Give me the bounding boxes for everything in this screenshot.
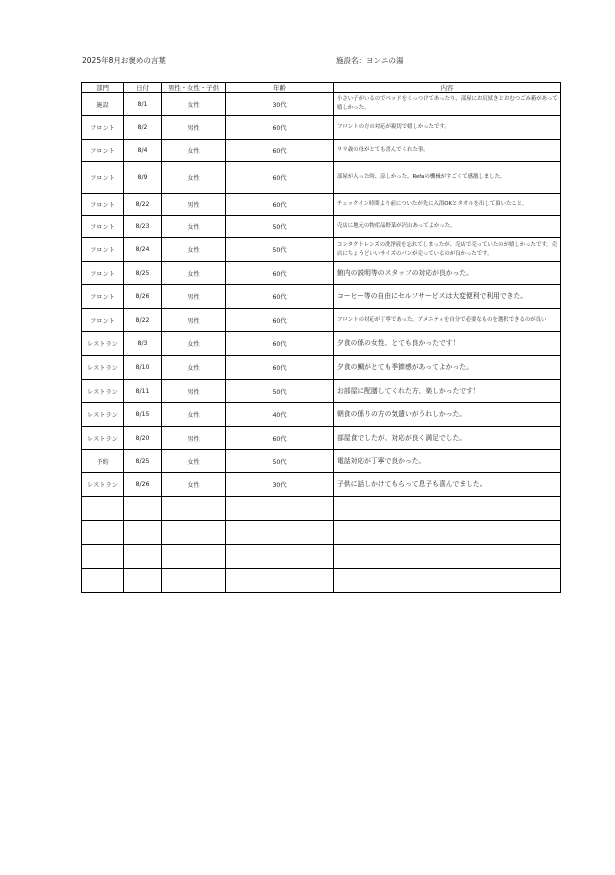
gender-cell: 女性 xyxy=(162,473,226,497)
table-row xyxy=(82,262,561,285)
compliments-table xyxy=(81,82,561,593)
department-cell: レストラン xyxy=(82,427,124,450)
content-cell: コーヒー等の自由にセルフサービスは大変便利で利用できた。 xyxy=(334,285,561,309)
content-cell: フロントの方の対応が親切で嬉しかったです。 xyxy=(334,116,561,140)
department-cell: フロント xyxy=(82,140,124,162)
gender-cell: 男性 xyxy=(162,427,226,450)
department-cell: フロント xyxy=(82,194,124,216)
department-cell: フロント xyxy=(82,262,124,285)
date-cell: 8/4 xyxy=(124,140,162,162)
empty-table-row xyxy=(82,497,561,521)
age-cell: 50代 xyxy=(226,216,334,238)
date-cell: 8/23 xyxy=(124,216,162,238)
age-cell: 60代 xyxy=(226,285,334,309)
table-row xyxy=(82,356,561,380)
empty-cell xyxy=(226,521,334,545)
table-row xyxy=(82,216,561,238)
department-cell: レストラン xyxy=(82,380,124,403)
department-cell: フロント xyxy=(82,216,124,238)
gender-cell: 女性 xyxy=(162,216,226,238)
age-cell: 60代 xyxy=(226,162,334,194)
age-cell: 60代 xyxy=(226,116,334,140)
table-row xyxy=(82,140,561,162)
content-cell: お部屋に配膳してくれた方、楽しかったです！ xyxy=(334,380,561,403)
gender-cell: 女性 xyxy=(162,140,226,162)
gender-cell: 女性 xyxy=(162,238,226,262)
table-row xyxy=(82,427,561,450)
content-cell: 館内の説明等のスタッフの対応が良かった。 xyxy=(334,262,561,285)
gender-cell: 女性 xyxy=(162,450,226,473)
gender-cell: 男性 xyxy=(162,194,226,216)
gender-cell: 女性 xyxy=(162,93,226,116)
empty-cell xyxy=(226,545,334,569)
content-cell: 子供に話しかけてもらって息子も喜んでました。 xyxy=(334,473,561,497)
table-body xyxy=(82,93,561,593)
age-cell: 60代 xyxy=(226,356,334,380)
content-cell: フロントの対応が丁寧であった。アメニティを自分で必要なものを選択できるのが良い xyxy=(334,309,561,332)
document-title: 2025年8月お褒めの言葉 xyxy=(82,56,166,65)
empty-cell xyxy=(334,497,561,521)
date-cell: 8/2 xyxy=(124,116,162,140)
age-cell: 30代 xyxy=(226,93,334,116)
age-cell: 60代 xyxy=(226,427,334,450)
content-cell: 夕食の鯛がとても季節感があってよかった。 xyxy=(334,356,561,380)
date-cell: 8/20 xyxy=(124,427,162,450)
content-cell: 電話対応が丁寧で良かった。 xyxy=(334,450,561,473)
date-cell: 8/15 xyxy=(124,403,162,427)
date-cell: 8/25 xyxy=(124,262,162,285)
empty-cell xyxy=(226,569,334,593)
department-cell: フロント xyxy=(82,285,124,309)
facility-name: 施設名：ヨンニの湯 xyxy=(336,56,404,65)
content-cell: 部屋食でしたが、対応が良く満足でした。 xyxy=(334,427,561,450)
empty-cell xyxy=(124,497,162,521)
empty-cell xyxy=(82,497,124,521)
table-row xyxy=(82,162,561,194)
column-header-gender: 男性・女性・子供 xyxy=(162,83,226,93)
table-row xyxy=(82,309,561,332)
column-header-date: 日付 xyxy=(124,83,162,93)
age-cell: 50代 xyxy=(226,380,334,403)
table-row xyxy=(82,380,561,403)
department-cell: フロント xyxy=(82,162,124,194)
content-cell: 部屋が入った時、涼しかった。Refaの機械がすごくて感激しました。 xyxy=(334,162,561,194)
date-cell: 8/22 xyxy=(124,194,162,216)
empty-cell xyxy=(334,569,561,593)
department-cell: レストラン xyxy=(82,332,124,356)
gender-cell: 女性 xyxy=(162,162,226,194)
table-row xyxy=(82,238,561,262)
empty-cell xyxy=(124,545,162,569)
gender-cell: 男性 xyxy=(162,285,226,309)
content-cell: 小さい子がいるのでベッドをくっつけてあったり、部屋にお尻拭きとおむつごみ箱があって嬉しかった。 xyxy=(334,93,561,116)
empty-cell xyxy=(162,521,226,545)
content-cell: ９９歳の母がとても喜んでくれた事。 xyxy=(334,140,561,162)
content-cell: 朝食の係りの方の気遣いがうれしかった。 xyxy=(334,403,561,427)
content-cell: 売店に地元の物産品野菜が沢山あってよかった。 xyxy=(334,216,561,238)
column-header-age: 年齢 xyxy=(226,83,334,93)
department-cell: 予約 xyxy=(82,450,124,473)
empty-cell xyxy=(162,497,226,521)
age-cell: 60代 xyxy=(226,309,334,332)
gender-cell: 女性 xyxy=(162,403,226,427)
column-header-content: 内容 xyxy=(334,83,561,93)
date-cell: 8/25 xyxy=(124,450,162,473)
date-cell: 8/9 xyxy=(124,162,162,194)
empty-cell xyxy=(162,569,226,593)
age-cell: 50代 xyxy=(226,450,334,473)
table-row xyxy=(82,285,561,309)
empty-cell xyxy=(226,497,334,521)
date-cell: 8/1 xyxy=(124,93,162,116)
empty-cell xyxy=(124,521,162,545)
date-cell: 8/10 xyxy=(124,356,162,380)
gender-cell: 女性 xyxy=(162,356,226,380)
department-cell: レストラン xyxy=(82,403,124,427)
table-row xyxy=(82,473,561,497)
table-row xyxy=(82,403,561,427)
date-cell: 8/24 xyxy=(124,238,162,262)
age-cell: 30代 xyxy=(226,473,334,497)
age-cell: 40代 xyxy=(226,403,334,427)
empty-cell xyxy=(82,569,124,593)
empty-cell xyxy=(334,521,561,545)
gender-cell: 女性 xyxy=(162,262,226,285)
department-cell: レストラン xyxy=(82,473,124,497)
table-row xyxy=(82,450,561,473)
date-cell: 8/11 xyxy=(124,380,162,403)
gender-cell: 女性 xyxy=(162,332,226,356)
date-cell: 8/22 xyxy=(124,309,162,332)
content-cell: チェックイン時間より前についたが先に入浴OKとタオルを出して頂いたこと。 xyxy=(334,194,561,216)
table-row xyxy=(82,194,561,216)
date-cell: 8/26 xyxy=(124,473,162,497)
gender-cell: 男性 xyxy=(162,309,226,332)
gender-cell: 男性 xyxy=(162,116,226,140)
empty-table-row xyxy=(82,545,561,569)
age-cell: 60代 xyxy=(226,140,334,162)
empty-cell xyxy=(162,545,226,569)
empty-cell xyxy=(334,545,561,569)
department-cell: レストラン xyxy=(82,356,124,380)
age-cell: 50代 xyxy=(226,238,334,262)
content-cell: コンタクトレンズの洗浄液を忘れてしまったが、売店で売っていたのが嬉しかったです。売店にちょうどいいサイズのパンが売っているのが良かったです。 xyxy=(334,238,561,262)
date-cell: 8/26 xyxy=(124,285,162,309)
table-row xyxy=(82,93,561,116)
department-cell: フロント xyxy=(82,238,124,262)
age-cell: 60代 xyxy=(226,194,334,216)
table-row xyxy=(82,332,561,356)
table-row xyxy=(82,116,561,140)
empty-cell xyxy=(82,545,124,569)
empty-table-row xyxy=(82,569,561,593)
empty-cell xyxy=(124,569,162,593)
department-cell: フロント xyxy=(82,116,124,140)
age-cell: 60代 xyxy=(226,332,334,356)
table-header-row xyxy=(82,83,561,93)
gender-cell: 男性 xyxy=(162,380,226,403)
department-cell: 施設 xyxy=(82,93,124,116)
empty-cell xyxy=(82,521,124,545)
department-cell: フロント xyxy=(82,309,124,332)
empty-table-row xyxy=(82,521,561,545)
date-cell: 8/3 xyxy=(124,332,162,356)
age-cell: 60代 xyxy=(226,262,334,285)
content-cell: 夕食の係の女性、とても良かったです！ xyxy=(334,332,561,356)
column-header-department: 部門 xyxy=(82,83,124,93)
